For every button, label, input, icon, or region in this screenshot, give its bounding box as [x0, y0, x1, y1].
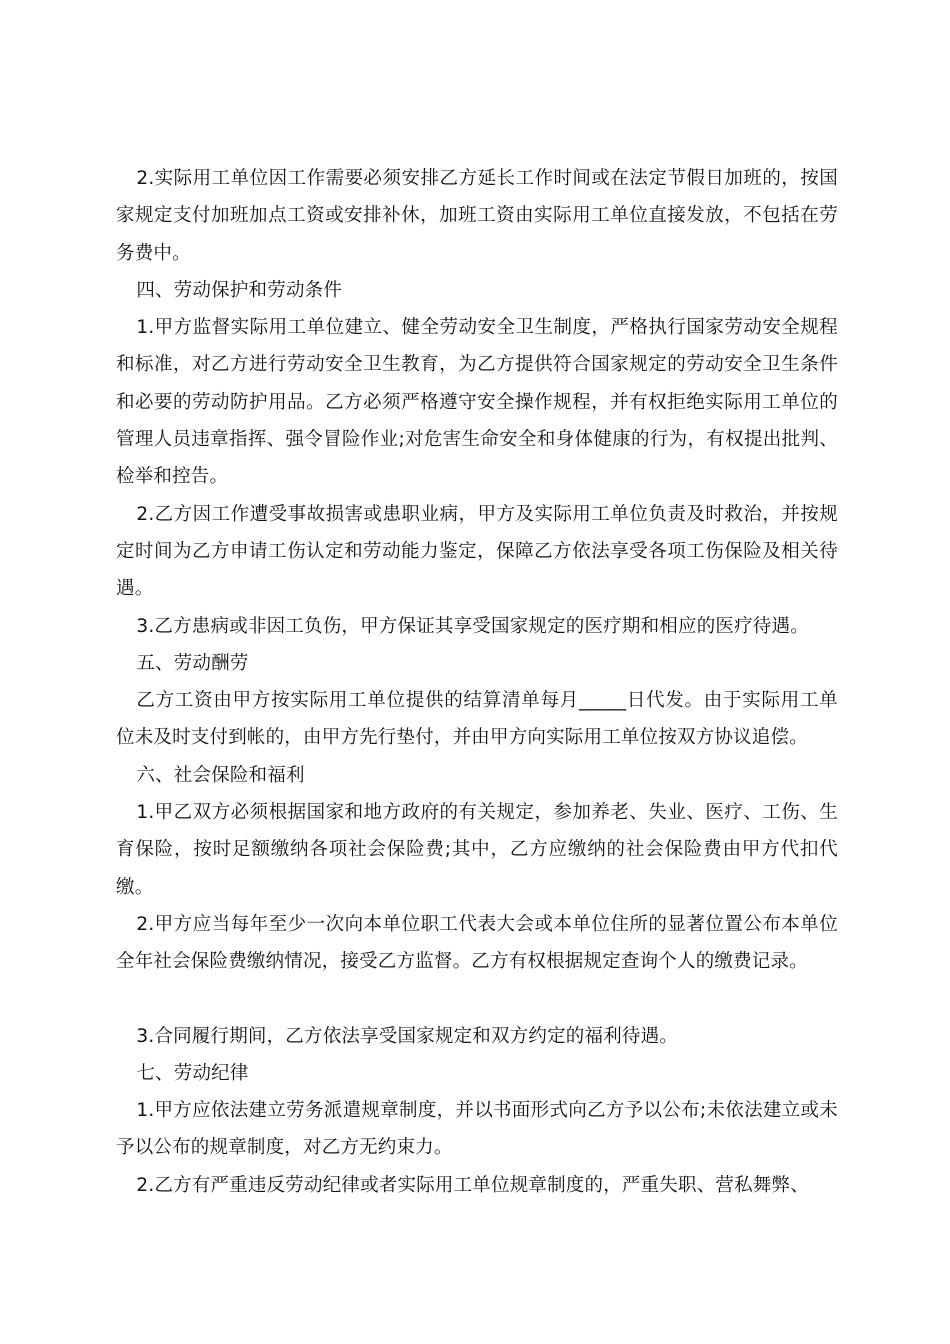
- paragraph-discipline-violation: 2.乙方有严重违反劳动纪律或者实际用工单位规章制度的，严重失职、营私舞弊、: [136, 1174, 809, 1196]
- section-heading-remuneration: 五、劳动酬劳: [136, 652, 249, 674]
- paragraph-insurance-contribution: 1.甲乙双方必须根据国家和地方政府的有关规定，参加养老、失业、医疗、工伤、生育保险，按时足额缴纳各项社会保险费;其中，乙方应缴纳的社会保险费由甲方代扣代缴。: [116, 802, 838, 898]
- paragraph-overtime-pay: 2.实际用工单位因工作需要必须安排乙方延长工作时间或在法定节假日加班的，按国家规定支付加班加点工资或安排补休，加班工资由实际用工单位直接发放，不包括在劳务费中。: [116, 168, 838, 264]
- paragraph-safety-supervision: 1.甲方监督实际用工单位建立、健全劳动安全卫生制度，严格执行国家劳动安全规程和标准，对乙方进行劳动安全卫生教育，为乙方提供符合国家规定的劳动安全卫生条件和必要的劳动防护用品。乙方必须严格遵守安全操作规程，并有权拒绝实际用工单位的管理人员违章指挥、强令冒险作业;对危害生命安全和身体健康的行为，有权提出批判、检举和控告。: [116, 317, 838, 488]
- section-heading-social-insurance: 六、社会保险和福利: [136, 764, 305, 786]
- section-heading-labor-discipline: 七、劳动纪律: [136, 1062, 249, 1084]
- paragraph-welfare: 3.合同履行期间，乙方依法享受国家规定和双方约定的福利待遇。: [136, 1025, 678, 1047]
- section-heading-labor-protection: 四、劳动保护和劳动条件: [136, 279, 343, 301]
- paragraph-rules-publication: 1.甲方应依法建立劳务派遣规章制度，并以书面形式向乙方予以公布;未依法建立或未予以公布的规章制度，对乙方无约束力。: [116, 1100, 838, 1159]
- document-body: [116, 160, 838, 1204]
- paragraph-work-injury: 2.乙方因工作遭受事故损害或患职业病，甲方及实际用工单位负责及时救治，并按规定时间为乙方申请工伤认定和劳动能力鉴定，保障乙方依法享受各项工伤保险及相关待遇。: [116, 503, 838, 600]
- paragraph-wage-payment: 乙方工资由甲方按实际用工单位提供的结算清单每月_____日代发。由于实际用工单位未及时支付到帐的，由甲方先行垫付，并由甲方向实际用工单位按双方协议追偿。: [116, 690, 838, 749]
- paragraph-insurance-disclosure: 2.甲方应当每年至少一次向本单位职工代表大会或本单位住所的显著位置公布本单位全年社会保险费缴纳情况，接受乙方监督。乙方有权根据规定查询个人的缴费记录。: [116, 913, 838, 973]
- paragraph-medical-period: 3.乙方患病或非因工负伤，甲方保证其享受国家规定的医疗期和相应的医疗待遇。: [136, 615, 809, 637]
